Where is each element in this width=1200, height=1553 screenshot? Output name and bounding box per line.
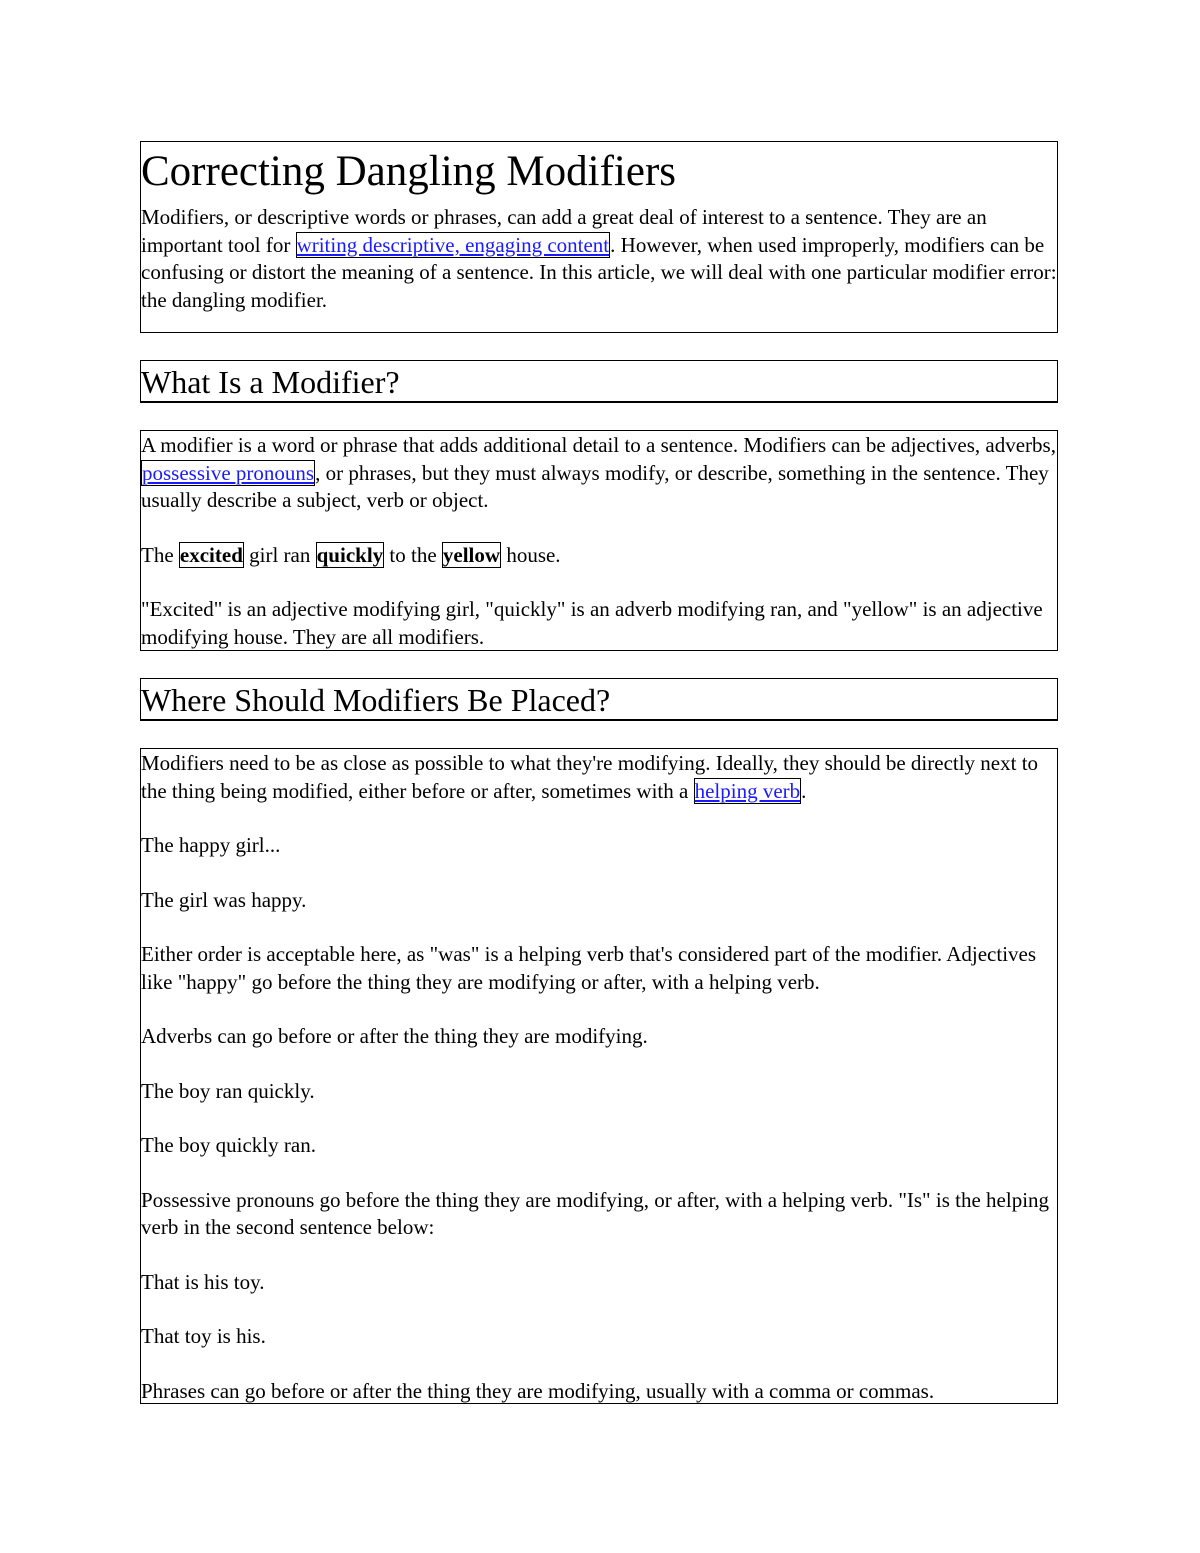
adverb-placement-paragraph: Adverbs can go before or after the thing they are modifying. [141, 1024, 648, 1048]
example-word-quickly: quickly [316, 542, 384, 567]
section-heading-box [140, 360, 1058, 403]
intro-text-after: . However, when used improperly, modifiers can be confusing or distort the meaning of a sentence. In this article, we will deal with one particular modifier error: the dangling modifier. [141, 232, 1057, 312]
modifier-definition-paragraph [141, 432, 1057, 515]
placement-text-before: Modifiers need to be as close as possible to what they're modifying. Ideally, they should be directly next to the thing being modified, either before or after, sometimes with a [141, 751, 1039, 803]
page-title: Correcting Dangling Modifiers [141, 148, 677, 195]
section1-body [140, 430, 1058, 651]
example-girl-was-happy: The girl was happy. [141, 887, 307, 912]
placement-text-after: . [801, 778, 807, 803]
definition-text-after: , or phrases, but they must always modify, or describe, something in the sentence. They usually describe a subject, verb or object. [141, 460, 1049, 512]
example-boy-ran-quickly: The boy ran quickly. [141, 1078, 315, 1103]
section-heading-what-is-modifier: What Is a Modifier? [141, 364, 400, 400]
section2-body [140, 748, 1058, 1404]
example-that-is-his-toy: That is his toy. [141, 1269, 265, 1294]
example-explanation-paragraph: "Excited" is an adjective modifying girl, "quickly" is an adverb modifying ran, and "yellow" is an adjective modifying house. They are all modifiers. [141, 597, 1043, 649]
intro-paragraph [141, 204, 1057, 314]
adjective-order-paragraph: Either order is acceptable here, as "was" is a helping verb that's considered part of the modifier. Adjectives like "happy" go before the thing they are modifying or after, with a helping verb. [141, 942, 1037, 994]
helping-verb-link[interactable]: helping verb [694, 778, 801, 803]
section-heading-box [140, 678, 1058, 721]
example-sentence [141, 542, 1057, 570]
placement-intro-paragraph [141, 750, 1057, 805]
example-happy-girl: The happy girl... [141, 833, 281, 857]
example-word-excited: excited [179, 542, 243, 567]
possessive-pronoun-paragraph: Possessive pronouns go before the thing they are modifying, or after, with a helping verb. "Is" is the helping verb in the second sentence below: [141, 1187, 1050, 1239]
intro-text-before: Modifiers, or descriptive words or phrases, can add a great deal of interest to a sentence. They are an important tool for [141, 205, 987, 257]
phrase-placement-paragraph: Phrases can go before or after the thing they are modifying, usually with a comma or commas. [141, 1378, 935, 1403]
example-text-4: house. [501, 542, 561, 567]
possessive-pronouns-link[interactable]: possessive pronouns [142, 460, 315, 485]
section-heading-placement: Where Should Modifiers Be Placed? [141, 682, 611, 718]
writing-content-link[interactable]: writing descriptive, engaging content [296, 232, 610, 257]
example-word-yellow: yellow [442, 542, 501, 567]
example-boy-quickly-ran: The boy quickly ran. [141, 1133, 316, 1157]
example-text-2: girl ran [243, 542, 316, 567]
example-text-3: to the [384, 542, 442, 567]
definition-text-before: A modifier is a word or phrase that adds additional detail to a sentence. Modifiers can be adjectives, adverbs, [141, 433, 1056, 457]
intro-section [140, 141, 1058, 333]
example-that-toy-is-his: That toy is his. [141, 1324, 266, 1348]
example-text-1: The [141, 542, 179, 567]
